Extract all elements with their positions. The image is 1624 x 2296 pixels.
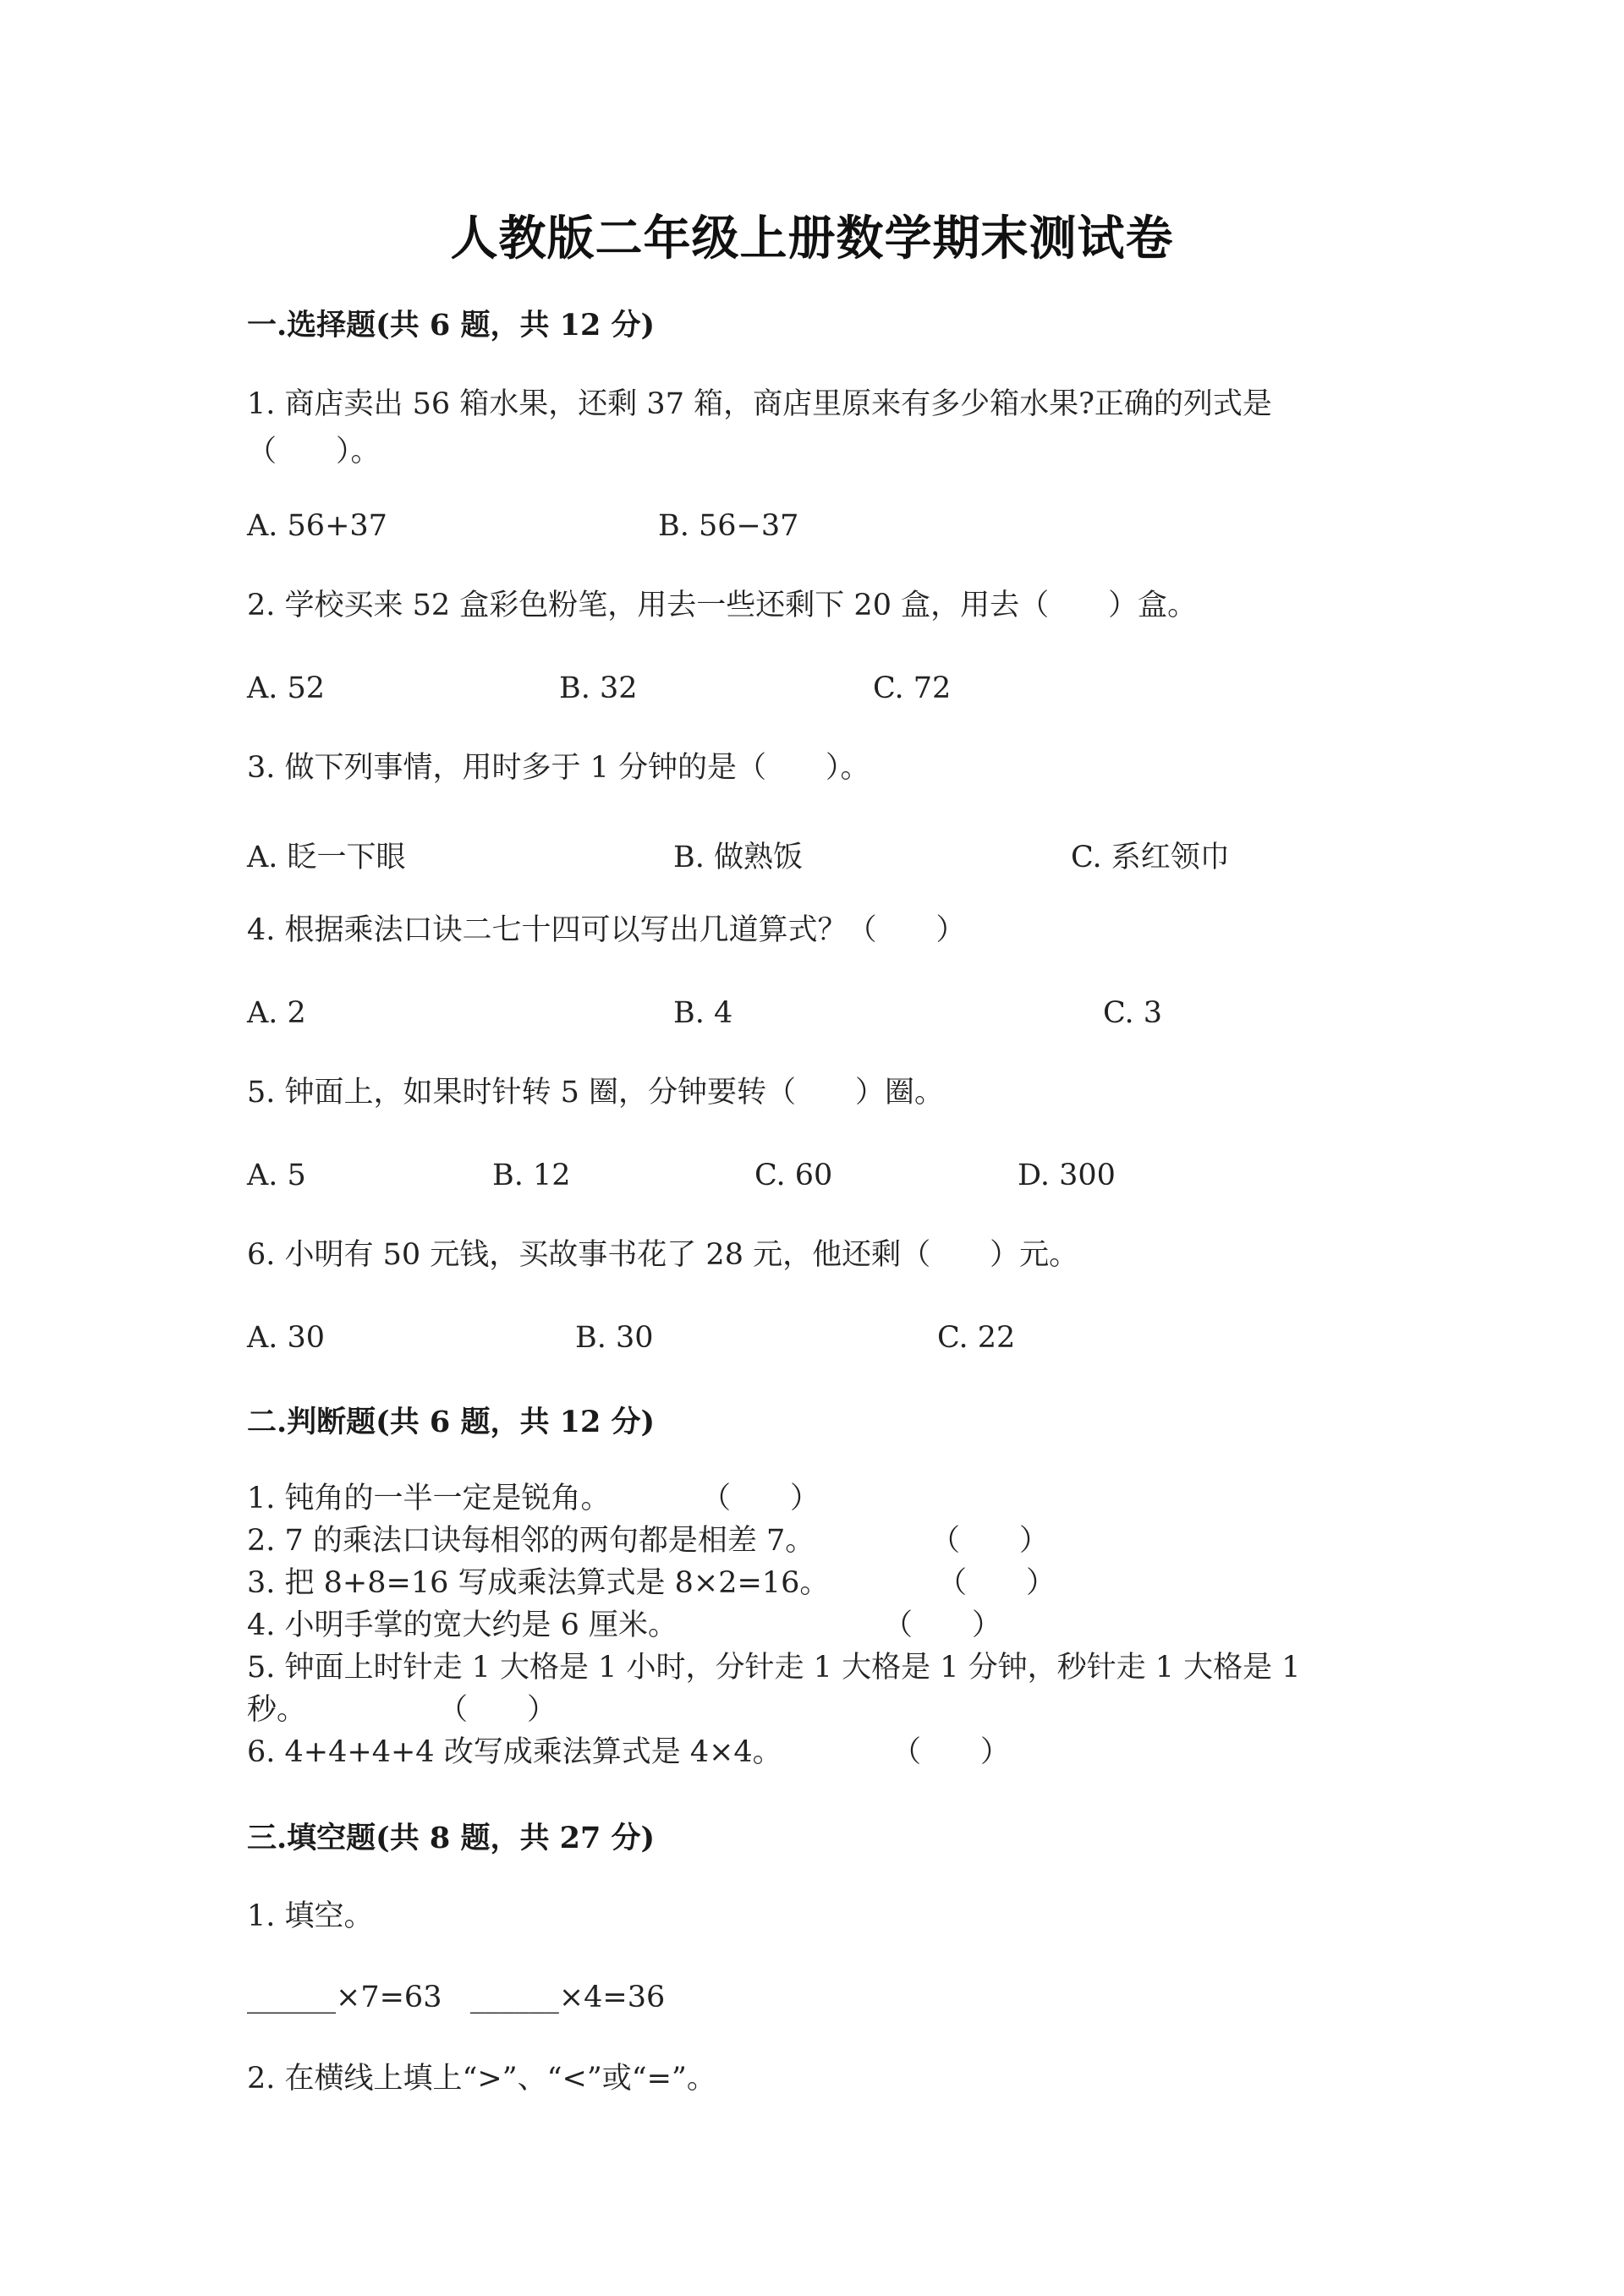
- judgement-item-6: [247, 1730, 1011, 1774]
- choice-question-4: 4. 根据乘法口诀二七十四可以写出几道算式？（ ）: [247, 913, 966, 947]
- judgement-item-2: [247, 1519, 1050, 1563]
- judgement-item-3-paren: （ ）: [937, 1566, 1056, 1600]
- choice-5-option-d: D. 300: [1018, 1159, 1116, 1192]
- choice-1-option-b: B. 56−37: [658, 509, 799, 543]
- page-title: 人教版二年级上册数学期末测试卷: [450, 211, 1174, 266]
- choice-2-option-c: C. 72: [873, 671, 952, 705]
- judgement-item-2-paren: （ ）: [930, 1524, 1050, 1558]
- judgement-item-5-paren: （ ）: [438, 1693, 557, 1727]
- choice-4-option-a: A. 2: [247, 996, 306, 1030]
- section-heading-choice: 一.选择题(共 6 题，共 12 分): [247, 308, 656, 342]
- choice-3-option-c: C. 系红领巾: [1071, 841, 1230, 874]
- judgement-item-4-paren: （ ）: [883, 1608, 1002, 1642]
- judgement-item-4-text: 4. 小明手掌的宽大约是 6 厘米。: [247, 1608, 678, 1642]
- judgement-item-3: [247, 1561, 1056, 1605]
- judgement-item-5-cont: [247, 1688, 557, 1732]
- section-heading-fill-blank: 三.填空题(共 8 题，共 27 分): [247, 1821, 656, 1855]
- choice-question-5: 5. 钟面上，如果时针转 5 圈，分钟要转（ ）圈。: [247, 1076, 945, 1110]
- choice-3-option-a: A. 眨一下眼: [247, 841, 406, 874]
- judgement-item-1: [247, 1477, 820, 1521]
- choice-5-option-a: A. 5: [247, 1159, 306, 1192]
- choice-2-option-b: B. 32: [559, 671, 638, 705]
- choice-5-option-b: B. 12: [492, 1159, 571, 1192]
- fill-question-1-equations: ______×7=63 ______×4=36: [247, 1981, 666, 2014]
- choice-3-option-b: B. 做熟饭: [673, 841, 803, 874]
- choice-question-6: 6. 小明有 50 元钱，买故事书花了 28 元，他还剩（ ）元。: [247, 1238, 1079, 1272]
- judgement-item-5: 5. 钟面上时针走 1 大格是 1 小时，分针走 1 大格是 1 分钟，秒针走 1 大格是 1: [247, 1651, 1301, 1685]
- judgement-item-6-text: 6. 4+4+4+4 改写成乘法算式是 4×4。: [247, 1735, 782, 1769]
- choice-5-option-c: C. 60: [754, 1159, 833, 1192]
- judgement-item-5-cont-text: 秒。: [247, 1693, 307, 1727]
- choice-2-option-a: A. 52: [247, 671, 326, 705]
- choice-6-option-b: B. 30: [575, 1321, 654, 1355]
- judgement-item-1-text: 1. 钝角的一半一定是锐角。: [247, 1482, 611, 1515]
- choice-6-option-a: A. 30: [247, 1321, 326, 1355]
- choice-4-option-c: C. 3: [1103, 996, 1163, 1030]
- fill-question-1: 1. 填空。: [247, 1899, 374, 1933]
- judgement-item-2-text: 2. 7 的乘法口诀每相邻的两句都是相差 7。: [247, 1524, 815, 1558]
- judgement-item-3-text: 3. 把 8+8=16 写成乘法算式是 8×2=16。: [247, 1566, 830, 1600]
- choice-question-2: 2. 学校买来 52 盒彩色粉笔，用去一些还剩下 20 盒，用去（ ）盒。: [247, 589, 1198, 622]
- judgement-item-6-paren: （ ）: [892, 1735, 1011, 1769]
- fill-question-2: 2. 在横线上填上“>”、“<”或“=”。: [247, 2062, 716, 2096]
- choice-question-3: 3. 做下列事情，用时多于 1 分钟的是（ ）。: [247, 751, 870, 785]
- judgement-item-4: [247, 1603, 1002, 1647]
- choice-1-option-a: A. 56+37: [247, 509, 387, 543]
- judgement-item-1-paren: （ ）: [701, 1482, 820, 1515]
- choice-question-1: 1. 商店卖出 56 箱水果，还剩 37 箱，商店里原来有多少箱水果?正确的列式是（ ）。: [247, 387, 1272, 469]
- section-heading-judgement: 二.判断题(共 6 题，共 12 分): [247, 1405, 656, 1439]
- choice-6-option-c: C. 22: [937, 1321, 1016, 1355]
- choice-4-option-b: B. 4: [673, 996, 733, 1030]
